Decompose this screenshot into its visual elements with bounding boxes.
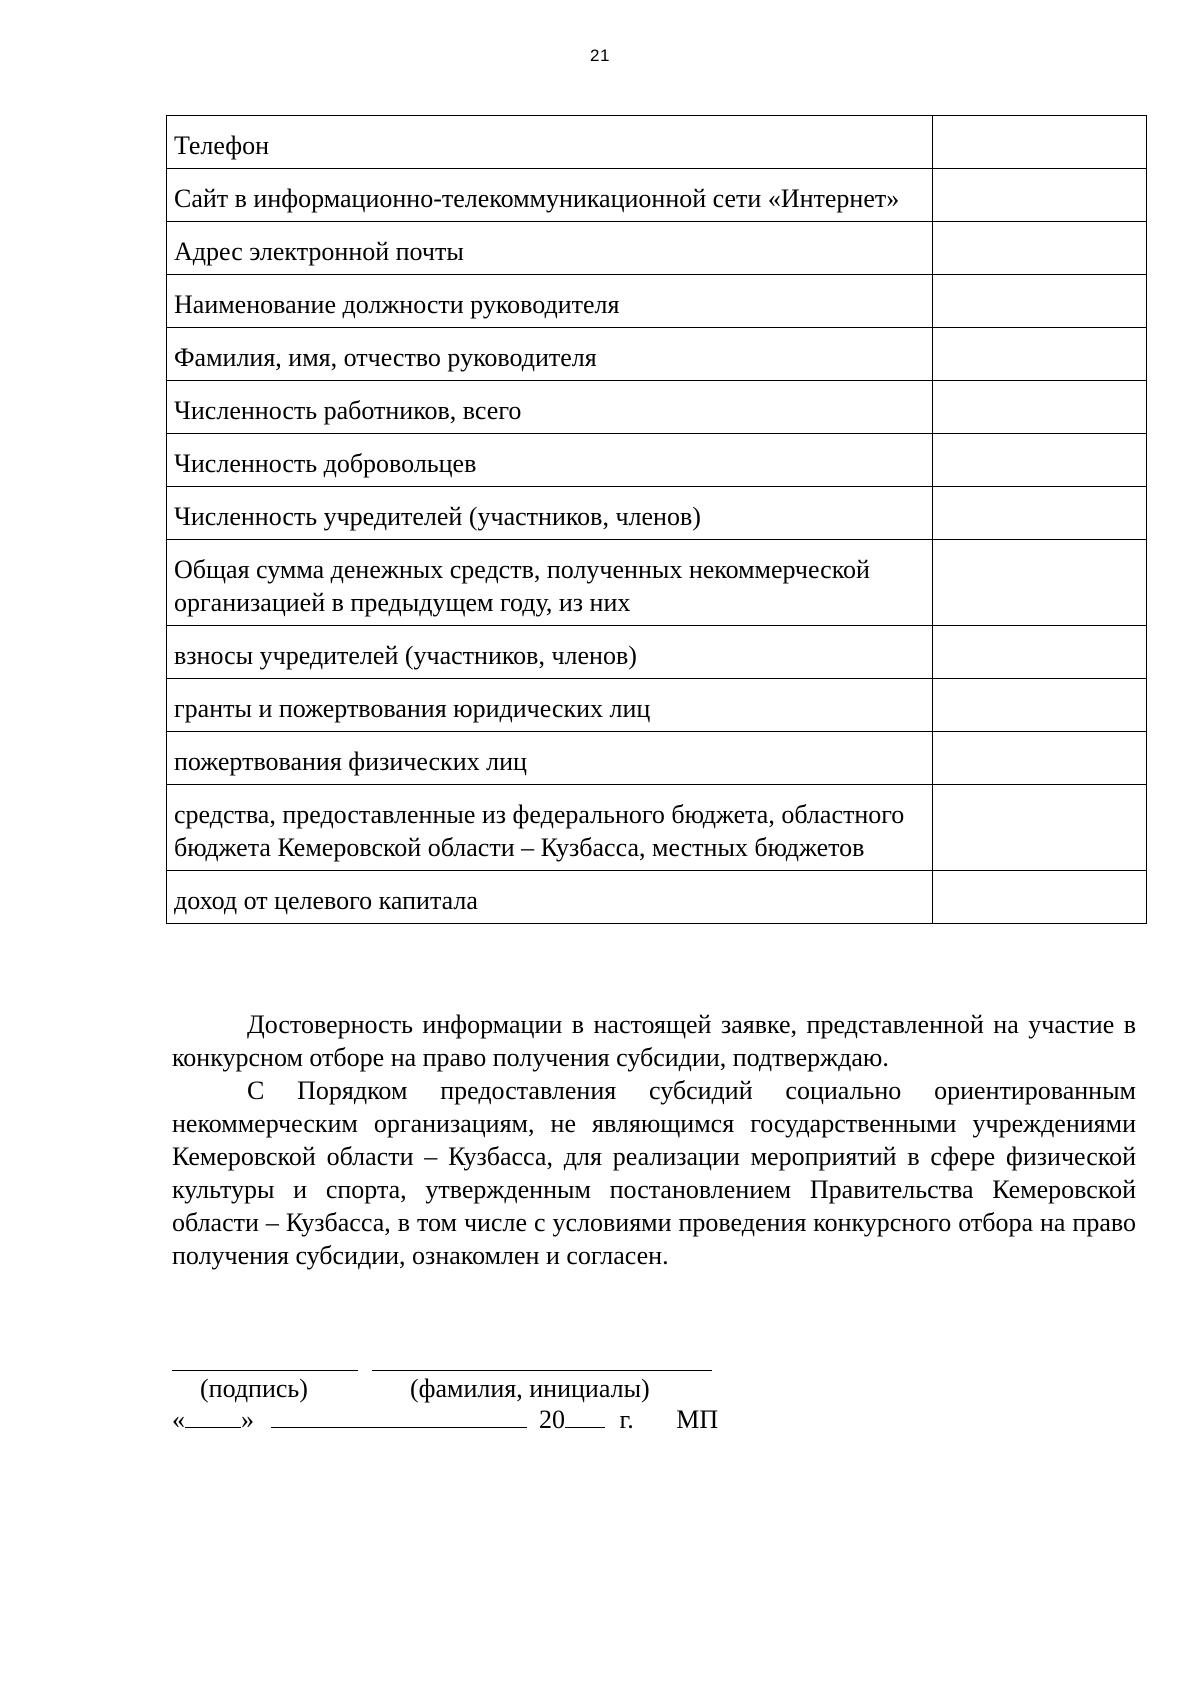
close-quote: » [241, 1405, 254, 1434]
row-value-cell[interactable] [933, 116, 1147, 169]
month-blank[interactable] [271, 1403, 527, 1428]
row-value-cell[interactable] [933, 169, 1147, 222]
row-label: пожертвования физических лиц [167, 732, 933, 785]
row-label: Сайт в информационно-телекоммуникационной сети «Интернет» [167, 169, 933, 222]
declaration-text [172, 1008, 1136, 1272]
row-value-cell[interactable] [933, 434, 1147, 487]
row-label: доход от целевого капитала [167, 871, 933, 924]
page-number: 21 [590, 46, 610, 65]
stamp-label: МП [676, 1405, 719, 1434]
table-row [167, 871, 1147, 924]
row-label: Численность работников, всего [167, 381, 933, 434]
name-caption: (фамилия, инициалы) [410, 1374, 650, 1403]
row-value-cell[interactable] [933, 381, 1147, 434]
row-label: средства, предоставленные из федерального бюджета, областного бюджета Кемеровской области – Кузбасса, местных бюджетов [167, 785, 933, 871]
row-value-cell[interactable] [933, 679, 1147, 732]
row-value-cell[interactable] [933, 871, 1147, 924]
year-prefix: 20 [539, 1405, 565, 1434]
row-value-cell[interactable] [933, 540, 1147, 626]
open-quote: « [172, 1405, 185, 1434]
agreement-paragraph: С Порядком предоставления субсидий социально ориентированным некоммерческим организациям, не являющимся государственными учреждениями Кемеровской области – Кузбасса, для реализации мероприятий в сфере физической культуры и спорта, утвержденным постановлением Правительства Кемеровской области – Кузбасса, в том числе с условиями проведения конкурсного отбора на право получения субсидии, ознакомлен и согласен. [172, 1076, 1136, 1270]
row-value-cell[interactable] [933, 275, 1147, 328]
row-label: Численность учредителей (участников, членов) [167, 487, 933, 540]
table-row [167, 540, 1147, 626]
row-value-cell[interactable] [933, 222, 1147, 275]
row-label: Наименование должности руководителя [167, 275, 933, 328]
year-blank[interactable] [565, 1403, 605, 1428]
table-row [167, 487, 1147, 540]
table-row [167, 169, 1147, 222]
application-info-table [166, 115, 1147, 924]
row-value-cell[interactable] [933, 732, 1147, 785]
date-row [172, 1403, 718, 1436]
row-label: взносы учредителей (участников, членов) [167, 626, 933, 679]
table-row [167, 679, 1147, 732]
row-label: Фамилия, имя, отчество руководителя [167, 328, 933, 381]
table-row [167, 434, 1147, 487]
signature-caption: (подпись) [200, 1374, 308, 1403]
table-body [167, 116, 1147, 924]
table-row [167, 275, 1147, 328]
row-value-cell[interactable] [933, 626, 1147, 679]
name-line[interactable] [372, 1370, 712, 1371]
row-label: Адрес электронной почты [167, 222, 933, 275]
table-row [167, 732, 1147, 785]
table-row [167, 116, 1147, 169]
confirmation-paragraph: Достоверность информации в настоящей заявке, представленной на участие в конкурсном отборе на право получения субсидии, подтверждаю. [172, 1010, 1136, 1072]
table-row [167, 222, 1147, 275]
row-value-cell[interactable] [933, 487, 1147, 540]
table-row [167, 785, 1147, 871]
row-label: Телефон [167, 116, 933, 169]
table-row [167, 626, 1147, 679]
signature-line[interactable] [172, 1370, 358, 1371]
row-label: гранты и пожертвования юридических лиц [167, 679, 933, 732]
table-row [167, 328, 1147, 381]
row-value-cell[interactable] [933, 328, 1147, 381]
table-row [167, 381, 1147, 434]
row-value-cell[interactable] [933, 785, 1147, 871]
row-label: Численность добровольцев [167, 434, 933, 487]
row-label: Общая сумма денежных средств, полученных некоммерческой организацией в предыдущем году, из них [167, 540, 933, 626]
day-blank[interactable] [185, 1403, 241, 1428]
year-suffix: г. [619, 1405, 634, 1434]
